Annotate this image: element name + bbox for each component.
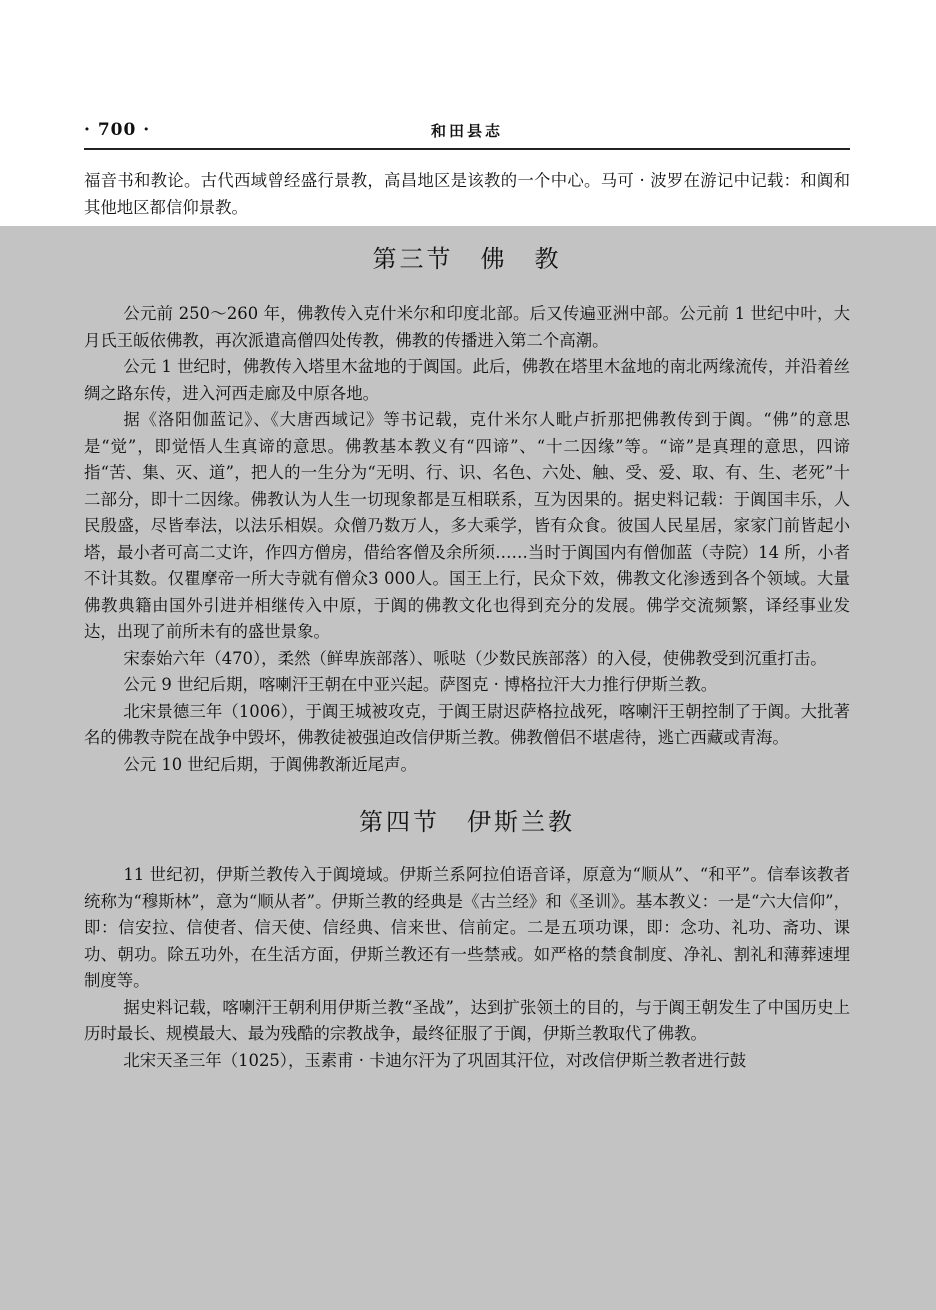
paragraph: 北宋景德三年（1006），于阗王城被攻克，于阗王尉迟萨格拉战死，喀喇汗王朝控制了于阗。大批著名的佛教寺院在战争中毁坏，佛教徒被强迫改信伊斯兰教。佛教僧侣不堪虐待，逃亡西藏或青海。 — [84, 701, 850, 747]
paragraph: 公元 1 世纪时，佛教传入塔里木盆地的于阗国。此后，佛教在塔里木盆地的南北两缘流传，并沿着丝绸之路东传，进入河西走廊及中原各地。 — [84, 357, 850, 403]
page-number: · 700 · — [84, 120, 151, 140]
page-header — [84, 118, 850, 146]
page-content — [84, 168, 850, 1074]
header-rule — [84, 148, 850, 150]
section-title-buddhism: 第三节 佛 教 — [372, 245, 562, 273]
paragraph-continued: 福音书和教论。古代西域曾经盛行景教，高昌地区是该教的一个中心。马可 · 波罗在游记中记载：和阗和其他地区都信仰景教。 — [84, 171, 850, 217]
paragraph: 宋泰始六年（470），柔然（鲜卑族部落）、哌哒（少数民族部落）的入侵，使佛教受到沉重打击。 — [123, 648, 827, 668]
paragraph: 公元前 250～260 年，佛教传入克什米尔和印度北部。后又传遍亚洲中部。公元前 1 世纪中叶，大月氏王皈依佛教，再次派遣高僧四处传教，佛教的传播进入第二个高潮。 — [84, 304, 850, 350]
paragraph: 公元 9 世纪后期，喀喇汗王朝在中亚兴起。萨图克 · 博格拉汗大力推行伊斯兰教。 — [123, 675, 718, 694]
paragraph: 11 世纪初，伊斯兰教传入于阗境域。伊斯兰系阿拉伯语音译，原意为“顺从”、“和平”。信奉该教者统称为“穆斯林”，意为“顺从者”。伊斯兰教的经典是《古兰经》和《圣训》。基本教义：一是“六大信仰”，即：信安拉、信使者、信天使、信经典、信来世、信前定。二是五项功课，即：念功、礼功、斋功、课功、朝功。除五功外，在生活方面，伊斯兰教还有一些禁戒。如严格的禁食制度、净礼、割礼和薄葬速埋制度等。 — [84, 865, 850, 990]
running-title: 和田县志 — [430, 122, 503, 140]
paragraph: 公元 10 世纪后期，于阗佛教渐近尾声。 — [123, 754, 417, 774]
section-title-islam: 第四节 伊斯兰教 — [359, 808, 575, 836]
paragraph: 北宋天圣三年（1025），玉素甫 · 卡迪尔汗为了巩固其汗位，对改信伊斯兰教者进行鼓 — [123, 1050, 747, 1070]
paragraph: 据史料记载，喀喇汗王朝利用伊斯兰教“圣战”，达到扩张领土的目的，与于阗王朝发生了中国历史上历时最长、规模最大、最为残酷的宗教战争，最终征服了于阗，伊斯兰教取代了佛教。 — [84, 997, 850, 1043]
paragraph: 据《洛阳伽蓝记》、《大唐西域记》等书记载，克什米尔人毗卢折那把佛教传到于阗。“佛”的意思是“觉”，即觉悟人生真谛的意思。佛教基本教义有“四谛”、“十二因缘”等。“谛”是真理的意思，四谛指“苦、集、灭、道”，把人的一生分为“无明、行、识、名色、六处、触、受、爱、取、有、生、老死”十二部分，即十二因缘。佛教认为人生一切现象都是互相联系，互为因果的。据史料记载：于阗国丰乐，人民殷盛，尽皆奉法，以法乐相娱。众僧乃数万人，多大乘学，皆有众食。彼国人民星居，家家门前皆起小塔，最小者可高二丈许，作四方僧房，借给客僧及余所须……当时于阗国内有僧伽蓝（寺院）14 所，小者不计其数。仅瞿摩帝一所大寺就有僧众3 000人。国王上行，民众下效，佛教文化渗透到各个领域。大量佛教典籍由国外引进并相继传入中原，于阗的佛教文化也得到充分的发展。佛学交流频繁，译经事业发达，出现了前所未有的盛世景象。 — [84, 410, 850, 641]
